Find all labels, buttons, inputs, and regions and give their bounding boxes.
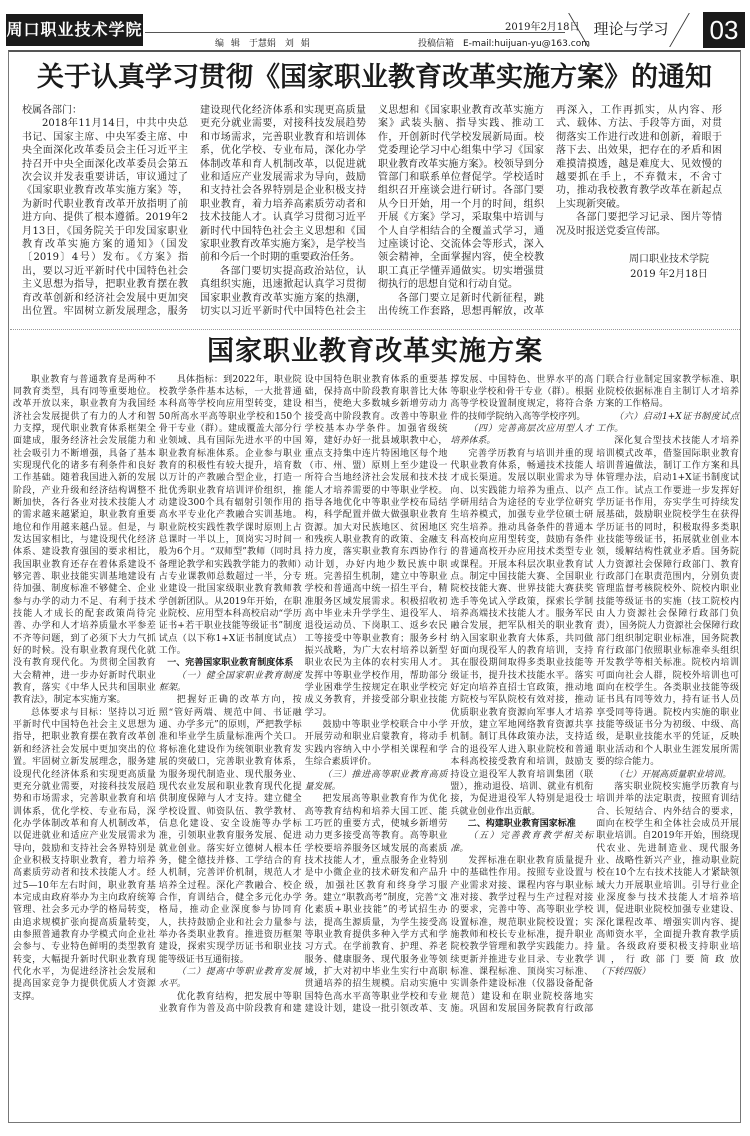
paragraph-text: （四）完善高层次应用型人才培养体系。 [450,423,594,447]
editor-credit: 编 辑 于慧娟 刘 娟 [215,39,310,49]
subsection-heading [450,423,593,448]
subsection-heading [450,830,593,855]
article-paragraph [305,719,448,768]
article-paragraph [450,448,593,818]
paragraph-text: 总体要求与目标：坚持以习近平新时代中国特色社会主义思想为指导，把职业教育摆在教育改革创新和经济社会发展中更加突出的位置。牢固树立新发展理念，服务建设现代化经济体系和实现更高质量更充分就业需要，对接科技发展趋势和市场需求，完善职业教育和培训体系，优化学校、专业布局，深化办学体制改革和育人机制改革，以促进就业和适应产业发展需求为导向，鼓励和支持社会各界特别是企业积极支持职业教育，着力培养高素质劳动者和技术技能人才。经过5—10年左右时间，职业教育基本完成由政府举办为主向政府统筹管理、社会多元办学的格局转变，由追求规模扩张向提高质量转变，由参照普通教育办学模式向企业社会参与、专业特色鲜明的类型教育转变，大幅提升新时代职业教育现代化水平，为促进经济社会发展和提高国家竞争力提供优质人才资源支撑。 [13,707,156,1002]
notice-body [22,104,722,319]
paragraph-text: （一）健全国家职业教育制度框架。 [158,670,302,694]
article-paragraph [159,694,302,966]
page-number: 03 [703,12,745,48]
paragraph-text: （三）推进高等职业教育高质量发展。 [304,769,448,792]
section-divider [10,329,740,330]
paragraph-text: （二）提高中等职业教育发展水平。 [158,967,302,990]
paragraph-text: （六）启动1+X证书制度试点工作。 [596,411,739,434]
article-paragraph [596,781,739,979]
paragraph-text: 深化复合型技术技能人才培养培训模式改革，借鉴国际职业教育培训普遍做法，制订工作方案和具体管理办法，启动1+X证书制度试点工作。试点工作要进一步发挥好学历证书作用，夯实学生可持续发展基础，鼓励职业院校学生在获得学历证书的同时，积极取得多类职业技能等级证书，拓展就业创业本领，缓解结构性就业矛盾。国务院人力资源社会保障行政部门、教育行政部门在职责范围内，分别负责管理监督考核院校外、院校内职业技能等级证书的实施（技工院校内由人力资源社会保障行政部门负责），国务院人力资源社会保障行政部门组织制定职业标准，国务院教育行政部门依照职业标准牵头组织开发教学等相关标准。院校内培训可面向社会人群，院校外培训也可面向在校学生。各类职业技能等级证书具有同等效力，持有证书人员享受同等待遇。院校内实施的职业技能等级证书分为初级、中级、高级，是职业技能水平的凭证，反映职业活动和个人职业生涯发展所需要的综合能力。 [596,436,739,768]
paragraph-text: 职业教育与普通教育是两种不同教育类型，具有同等重要地位。改革开放以来，职业教育为我国经济社会发展提供了有力的人才和智力支撑，现代职业教育体系框架全面建成，服务经济社会发展能力和社会吸引力不断增强，具备了基本实现现代化的诸多有利条件和良好工作基础。随着我国进入新的发展阶段，产业升级和经济结构调整不断加快，各行各业对技术技能人才的需求越来越紧迫，职业教育重要地位和作用越来越凸显。但是，与发达国家相比，与建设现代化经济体系、建设教育强国的要求相比，我国职业教育还存在着体系建设不够完善、职业技能实训基地建设有待加强、制度标准不够健全、企业参与办学的动力不足、有利于技术技能人才成长的配套政策尚待完善、办学和人才培养质量水平参差不齐等问题，到了必须下大力气抓好的时候。没有职业教育现代化就没有教育现代化。为贯彻全国教育大会精神，进一步办好新时代职业教育，落实《中华人民共和国职业教育法》，制定本实施方案。 [13,374,156,706]
notice-signature: 周口职业技术学院 [629,254,709,266]
paragraph-text: 落实职业院校实施学历教育与培训并举的法定职责，按照育训结合、长短结合、内外结合的要求，面向在校学生和全体社会成员开展职业培训。自2019年开始，围绕现代农业、先进制造业、现代服务业、战略性新兴产业，推动职业院校在10个左右技术技能人才紧缺领域大力开展职业培训。引导行业企业深度参与技术技能人才培养培训，促进职业院校加强专业建设、深化课程改革、增强实训内容、提高师资水平，全面提升教育教学质量。各级政府要积极支持职业培训，行政部门要简政放 [596,781,739,965]
notice-paragraph: 2018年11月14日，中共中央总书记、国家主席、中央军委主席、中央全面深化改革委员会主任习近平主持召开中央全面深化改革委员会第五次会议并发表重要讲话，审议通过了《国家职业教育改革实施方案》等，为新时代职业教育改革开放指明了前进方向、提供了根本遵循。2019年2月13日，《国务院关于印发国家职业教育改革实施方案的通知》（国发〔2019〕4号）发布。《方案》指出，要以习近平新时代中国特色社会主义思想为指导，把职业教育摆在教育改革创新和经济社会发展中更加突出位置。牢固树立新发展理念，服务建设现代化经济体系和实现更高质量更充分就业需要，对接科技发展趋势和市场需求，完善职业教育和培训体系，优化学校、专业布局，深化办学体制改革和育人机制改革，以促进就业和适应产业发展需求为导向，鼓励和支持社会各界特别是企业积极支持职业教育，着力培养高素质劳动者和技术技能人才。认真学习贯彻习近平新时代中国特色社会主义思想和《国家职业教育改革实施方案》，是学校当前和今后一个时期的重要政治任务。 [22,105,366,318]
paragraph-text: 把握好正确的改革方向，按照“管好两端、规范中间、书证融通、办学多元”的原则，严把教学标准和毕业学生质量标准两个关口。将标准化建设作为统领职业教育发展的突破口，完善职业教育体系，为服务现代制造业、现代服务业、现代农业发展和职业教育现代化提供制度保障与人才支持。建立健全学校设置、师资队伍、教学教材、信息化建设、安全设施等办学标准，引领职业教育服务发展、促进就业创业。落实好立德树人根本任务，健全德技并修、工学结合的育人机制，完善评价机制，规范人才培养全过程。深化产教融合、校企合作，育训结合，健全多元化办学格局，推动企业深度参与协同育人，扶持鼓励企业和社会力量参与举办各类职业教育。推进资历框架建设，探索实现学历证书和职业技能等级证书互通衔接。 [158,695,302,965]
article-paragraph [13,707,156,1003]
notice-paragraph: 各部门要立足新时代新征程，跳出传统工作套路，思想再解放，改革再深入，工作再抓实，从内容、形式、载体、方法、手段等方面，对贯彻落实工作进行改进和创新，着眼于落下去、出效果，把存在的矛盾和困难摸清摸透，越是难度大、见效慢的越要抓在手上，不弃微末，不舍寸功，推动我校教育教学改革在新起点上实现新突破。 [378,105,722,318]
paragraph-text: 发挥标准在职业教育质量提升中的基础性作用。按照专业设置与产业需求对接、课程内容与职业标准对接、教学过程与生产过程对接的要求，完善中等、高等职业学校设置标准，规范职业院校设置；实施教师和校长专业标准，提升职业院校教学管理和教学实践能力。持续更新并推进专业目录、专业教学标准、课程标准、顶岗实习标准、实训条件建设标准（仪器设备配备规范）建设和在职业院校落地实施。巩固和发展国务院教育行政部门联合行业制定国家教学标准、职业院校依据标准自主制订人才培养方案的工作格局。 [450,374,739,1015]
paragraph-text: （七）开展高质量职业培训。 [614,769,732,780]
subsection-heading [159,670,302,695]
article-headline: 国家职业教育改革实施方案 [207,335,543,367]
article-body [13,374,739,1016]
subsection-heading [305,769,448,794]
notice-salutation: 校属各部门： [22,105,82,116]
paragraph-text: 一、完善国家职业教育制度体系 [167,658,294,669]
article-paragraph [13,374,156,707]
section-heading [450,818,593,830]
article-paragraph [596,435,739,768]
section-heading [159,657,302,669]
paragraph-text: 二、构建职业教育国家标准 [467,818,576,829]
notice-paragraph: 各部门要把学习记录、图片等情况及时报送党委宣传部。 [556,212,722,237]
article-paragraph [159,374,302,658]
section-name: 理论与学习 [582,13,680,45]
subsection-heading [596,769,739,781]
notice-paragraph: 各部门要切实提高政治站位，认真组织实施，迅速掀起认真学习贯彻国家职业教育改革实施方案的热潮，切实以习近平新时代中国特色社会主义思想和《国家职业教育改革实施方案》武装头脑、指导实践、推动工作，开创新时代学校发展新局面。校党委理论学习中心组集中学习《国家职业教育改革实施方案》。校领导到分管部门和联系单位督促学。学校适时组织召开座谈会进行研讨。各部门要从今日开始，用一个月的时间，组织开展《方案》学习，采取集中培训与个人自学相结合的全覆盖式学习，通过座谈讨论、交流体会等形式，深入领会精神，全面掌握内容，使全校教职工真正学懂弄通做实。切实增强贯彻执行的思想自觉和行动自觉。 [200,105,544,318]
notice-title: 关于认真学习贯彻《国家职业教育改革实施方案》的通知 [37,62,712,93]
page-content [0,104,750,1015]
paragraph-text: 完善学历教育与培训并重的现代职业教育体系，畅通技术技能人才成长渠道。发展以职业需求为导向、以实践能力培养为重点、以产学研用结合为途径的专业学位研究生培养模式，加强专业学位硕士研究生培养。推动具备条件的普通本科高校向应用型转变，鼓励有条件的普通高校开办应用技术类型专业或课程。开展本科层次职业教育试点。制定中国技能大赛、全国职业院校技能大赛、世界技能大赛获奖选手等免试入学政策，探索长学制培养高端技术技能人才。服务军民融合发展，把军队相关的职业教育纳入国家职业教育大体系，共同做好面向现役军人的教育培训，支持其在服役期间取得多类职业技能等级证书，提升技术技能水平。落实好定向培养直招士官政策，推动地方院校与军队院校有效对接，推动优质职业教育资源向军事人才培养开放，建立军地网络教育资源共享机制。制订具体政策办法，支持适合的退役军人进入职业院校和普通本科高校接受教育和培训，鼓励支持设立退役军人教育培训集团（联盟），推动退役、培训、就业有机衔接，为促进退役军人特别是退役士兵就业创业作出贡献。 [450,448,594,817]
newspaper-logo: 周口职业技术学院 [6,14,143,46]
paragraph-text: 鼓励中等职业学校联合中小学开展劳动和职业启蒙教育，将动手实践内容纳入中小学相关课程和学生综合素质评价。 [304,720,448,768]
paragraph-text: （五）完善教育教学相关标准。 [450,831,594,854]
header-rule [145,32,565,33]
notice-signature-date: 2019 年2月18日 [630,269,708,281]
notice-signature-block [556,252,722,282]
paragraph-text: 把发展高等职业教育作为优化高等教育结构和培养大国工匠、能工巧匠的重要方式，使城乡新增劳动力更多接受高等教育。高等职业学校要培养服务区域发展的高素质技术技能人才，重点服务企业特别是中小微企业的技术研发和产品升级，加强社区教育和终身学习服务。建立“职教高考”制度，完善“文化素质+职业技能”的考试招生办法，提高生源质量，为学生接受高等职业教育提供多种入学方式和学习方式。在学前教育、护理、养老服务、健康服务、现代服务业等领域，扩大对初中毕业生实行中高职贯通培养的招生规模。启动实施中国特色高水平高等职业学校和专业建设计划，建设一批引领改革、支撑发展、中国特色、世界水平的高等职业学校和骨干专业（群）。根据高等学校设置制度规定，将符合条件的技师学院纳入高等学校序列。 [304,374,594,1015]
paragraph-text: 优化教育结构，把发展中等职业教育作为普及高中阶段教育和建设中国特色职业教育体系的重要基础，保持高中阶段教育职普比大体相当，使绝大多数城乡新增劳动力接受高中阶段教育。改善中等职业学校基本办学条件。加强省级统筹，建好办好一批县域职教中心，重点支持集中连片特困地区每个地（市、州、盟）原则上至少建设一所符合当地经济社会发展和技术技能人才培养需要的中等职业学校。指导各地优化中等职业学校布局结构，科学配置并做大做强职业教育资源。加大对民族地区、贫困地区和残疾人职业教育的政策、金融支持力度，落实职业教育东西协作行动计划，办好内地少数民族中职班。完善招生机制，建立中等职业学校和普通高中统一招生平台，精准服务区域发展需求。积极招收初高中毕业未升学学生、退役军人、退役运动员、下岗职工、返乡农民工等接受中等职业教育；服务乡村振兴战略，为广大农村培养以新型职业农民为主体的农村实用人才。发挥中等职业学校作用，帮助部分学业困难学生按规定在职业学校完成义务教育，并接受部分职业技能学习。 [158,374,448,1015]
subsection-heading [596,411,739,436]
subsection-heading [159,966,302,991]
submission-email: 投稿信箱 E-mail:huijuan-yu@163.com [418,39,590,49]
paragraph-text: 具体指标：到2022年，职业院校教学条件基本达标，一大批普通本科高等学校向应用型转变，建设50所高水平高等职业学校和150个骨干专业（群）。建成覆盖大部分行业领域、具有国际先进水平的中国职业教育标准体系。企业参与职业教育的积极性有较大提升，培育数以万计的产教融合型企业，打造一批优秀职业教育培训评价组织，推动建设300个具有辐射引领作用的高水平专业化产教融合实训基地。职业院校实践性教学课时原则上占总课时一半以上，顶岗实习时间一般为6个月。“双师型”教师（同时具备理论教学和实践教学能力的教师）占专业课教师总数超过一半，分专业建设一批国家级职业教育教师教学创新团队。从2019年开始，在职业院校、应用型本科高校启动“学历证书+若干职业技能等级证书”制度试点（以下称1+X证书制度试点）工作。 [158,374,302,657]
continued-on-page-note: （下转四版） [596,967,651,977]
issue-date: 2019年2月18日 [505,22,580,33]
